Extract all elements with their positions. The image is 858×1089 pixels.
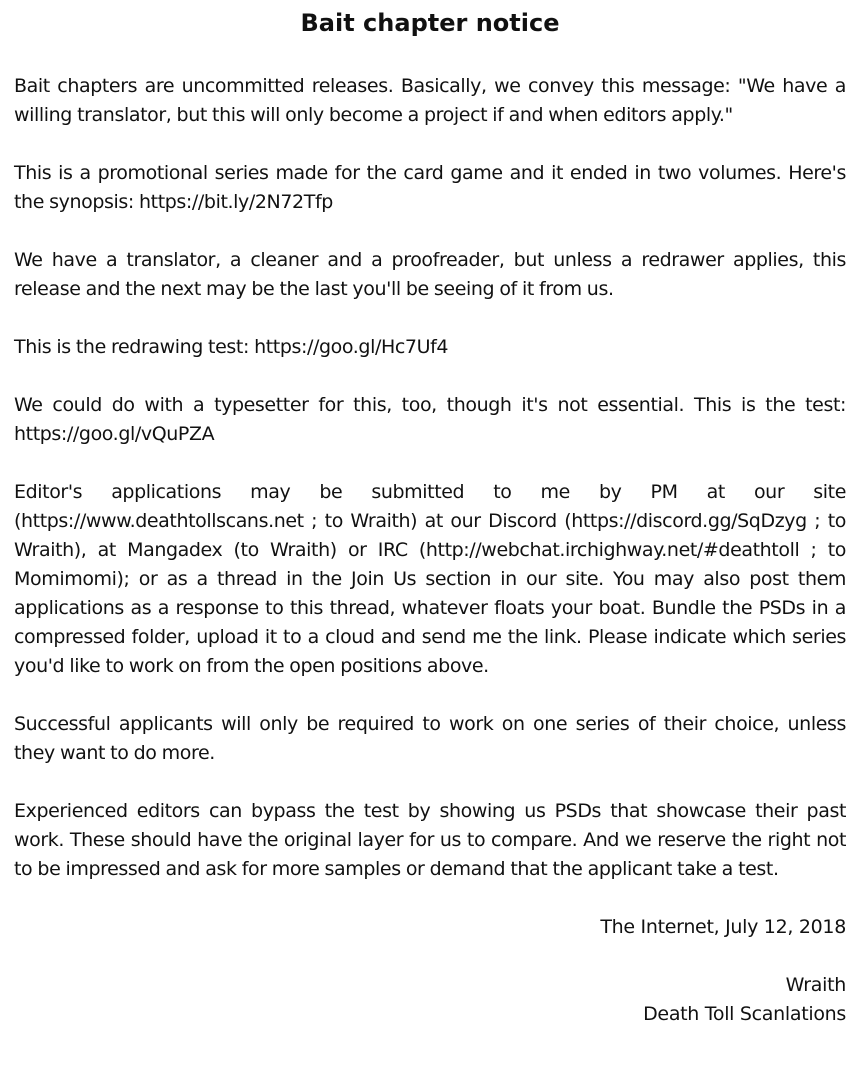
paragraph-bait-definition: Bait chapters are uncommitted releases. Basically, we convey this message: "We have a willing translator, but this will only become a project if and when editors apply." (14, 75, 846, 126)
signature-name: Wraith (785, 974, 846, 996)
paragraph-applications: Editor's applications may be submitted to me by PM at our site (https://www.deathtollscans.net ; to Wraith) at our Discord (https://discord.gg/SqDzyg ; to Wraith), at Mangadex (to Wraith) or IRC (http://webchat.irchighway.net/#deathtoll ; to Momimomi); or as a thread in the Join Us section in our site. You may also post them applications as a response to this thread, whatever floats your boat. Bundle the PSDs in a compressed folder, upload it to a cloud and send me the link. Please indicate which series you'd like to work on from the open positions above. (14, 481, 846, 677)
signature-block (14, 971, 846, 1029)
notice-body (14, 72, 846, 884)
paragraph-staff-status: We have a translator, a cleaner and a proofreader, but unless a redrawer applies, this release and the next may be the last you'll be seeing of it from us. (14, 249, 846, 300)
paragraph-synopsis: This is a promotional series made for the card game and it ended in two volumes. Here's the synopsis: https://bit.ly/2N72Tfp (14, 162, 846, 213)
date-line: The Internet, July 12, 2018 (600, 916, 846, 938)
paragraph-redrawing-test: This is the redrawing test: https://goo.gl/Hc7Uf4 (14, 336, 449, 358)
paragraph-typesetter-test: We could do with a typesetter for this, too, though it's not essential. This is the test: https://goo.gl/vQuPZA (14, 394, 846, 445)
page-title: Bait chapter notice (300, 9, 560, 37)
paragraph-applicant-requirements: Successful applicants will only be required to work on one series of their choice, unless they want to do more. (14, 713, 846, 764)
signature-group: Death Toll Scanlations (643, 1003, 846, 1025)
paragraph-experienced-editors: Experienced editors can bypass the test by showing us PSDs that showcase their past work. These should have the original layer for us to compare. And we reserve the right not to be impressed and ask for more samples or demand that the applicant take a test. (14, 800, 846, 880)
